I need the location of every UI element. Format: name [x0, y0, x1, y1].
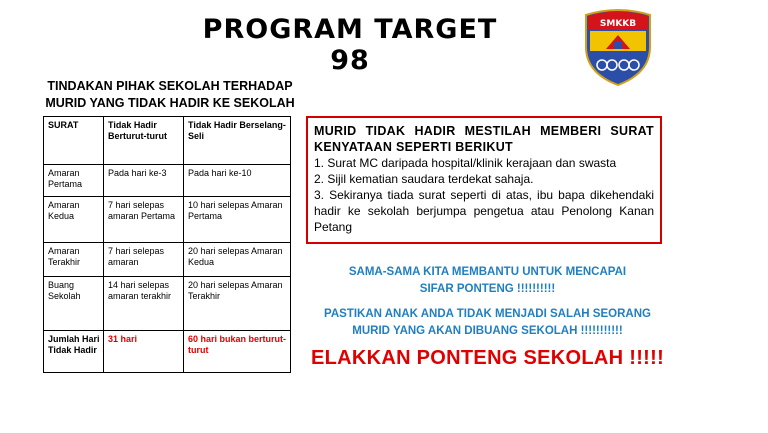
- notice-item: 3. Sekiranya tiada surat seperti di atas, ibu bapa dikehendaki hadir ke sekolah berjumpa pengetua atau Penolong Kanan Petang: [314, 188, 654, 234]
- column-header: SURAT: [44, 117, 104, 165]
- table-row: [44, 165, 291, 197]
- table-cell: 14 hari selepas amaran terakhir: [104, 277, 184, 331]
- svg-text:SMKKB: SMKKB: [599, 19, 637, 29]
- table-cell: 31 hari: [104, 331, 184, 373]
- column-header: Tidak Hadir Berturut-turut: [104, 117, 184, 165]
- table-row: [44, 197, 291, 243]
- notice-box: [306, 116, 662, 244]
- table-cell: Pada hari ke-10: [184, 165, 291, 197]
- table-cell: Amaran Kedua: [44, 197, 104, 243]
- slogan: ELAKKAN PONTENG SEKOLAH !!!!!: [310, 347, 665, 369]
- table-header-row: [44, 117, 291, 165]
- table-cell: 20 hari selepas Amaran Terakhir: [184, 277, 291, 331]
- table-cell: 60 hari bukan berturut-turut: [184, 331, 291, 373]
- table-row: [44, 277, 291, 331]
- table-cell: Buang Sekolah: [44, 277, 104, 331]
- message-zero-truancy: SAMA-SAMA KITA MEMBANTU UNTUK MENCAPAI SIFAR PONTENG !!!!!!!!!!: [348, 266, 627, 295]
- table-total-row: [44, 331, 291, 373]
- table-row: [44, 243, 291, 277]
- table-cell: 10 hari selepas Amaran Pertama: [184, 197, 291, 243]
- table-cell: 7 hari selepas amaran: [104, 243, 184, 277]
- notice-heading: MURID TIDAK HADIR MESTILAH MEMBERI SURAT KENYATAAN SEPERTI BERIKUT: [314, 124, 654, 154]
- column-header: Tidak Hadir Berselang-Seli: [184, 117, 291, 165]
- notice-item: 1. Surat MC daripada hospital/klinik kerajaan dan swasta: [314, 156, 617, 170]
- table-cell: Pada hari ke-3: [104, 165, 184, 197]
- table-heading: TINDAKAN PIHAK SEKOLAH TERHADAP MURID YANG TIDAK HADIR KE SEKOLAH: [45, 79, 295, 110]
- message-expulsion-warning: PASTIKAN ANAK ANDA TIDAK MENJADI SALAH SEORANG MURID YANG AKAN DIBUANG SEKOLAH !!!!!!!!!!!: [324, 308, 651, 337]
- table-cell: 7 hari selepas amaran Pertama: [104, 197, 184, 243]
- table-cell: Jumlah Hari Tidak Hadir: [44, 331, 104, 373]
- table-cell: 20 hari selepas Amaran Kedua: [184, 243, 291, 277]
- school-crest-logo: [578, 7, 658, 87]
- table-cell: Amaran Pertama: [44, 165, 104, 197]
- table-cell: Amaran Terakhir: [44, 243, 104, 277]
- notice-item: 2. Sijil kematian saudara terdekat sahaja.: [314, 172, 534, 186]
- page-title: PROGRAM TARGET 98: [202, 14, 498, 76]
- absence-action-table: [43, 116, 291, 373]
